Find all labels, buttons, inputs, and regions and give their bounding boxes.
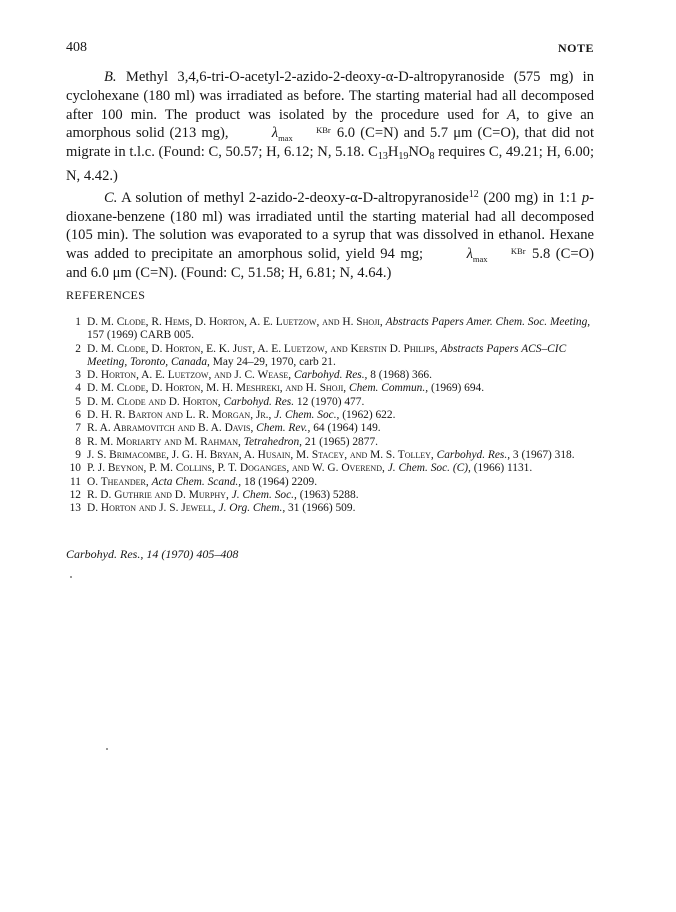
- reference-item: [66, 409, 594, 422]
- reference-authors: D. Horton, A. E. Luetzow, and J. C. Wease,: [87, 369, 292, 382]
- formula-h-count: 19: [398, 151, 409, 163]
- reference-source: Carbohyd. Res.: [223, 395, 295, 408]
- lambda-sup: KBr: [510, 245, 526, 256]
- reference-detail: 3 (1967) 318.: [512, 448, 575, 461]
- paragraph-c-label: C.: [104, 189, 118, 206]
- reference-item: [66, 396, 594, 409]
- formula-c-count: 13: [377, 151, 388, 163]
- reference-detail: 31 (1966) 509.: [288, 502, 356, 515]
- paragraph-b-text-2: , to give an amorphous solid (213 mg),: [66, 106, 594, 142]
- reference-item: [66, 489, 594, 502]
- reference-authors: D. M. Clode, D. Horton, E. K. Just, A. E. Luetzow, and Kerstin D. Philips,: [87, 342, 438, 355]
- lambda-sup: KBr: [316, 125, 331, 136]
- reference-detail: 64 (1964) 149.: [313, 422, 381, 435]
- reference-detail: 21 (1965) 2877.: [304, 435, 378, 448]
- reference-authors: D. M. Clode and D. Horton,: [87, 395, 221, 408]
- lambda-max-symbol: λ KBr max: [271, 125, 331, 144]
- reference-detail: (1969) 694.: [430, 382, 485, 395]
- body-text: [66, 68, 594, 283]
- reference-source: Abstracts Papers Amer. Chem. Soc. Meeting,: [385, 316, 591, 328]
- scan-speck: [70, 576, 72, 578]
- reference-source: Chem. Rev.,: [256, 422, 311, 435]
- reference-detail: 12 (1970) 477.: [296, 395, 365, 408]
- solvent-prefix: p: [581, 189, 590, 206]
- paragraph-b-text-1: Methyl 3,4,6-tri-O-acetyl-2-azido-2-deoxy-α-D-altropyranoside (575 mg) in cyclohexane (180 ml) was irradiated as before. The starting material had all decomposed after 100 min. The product was isolated by the procedure used for: [66, 69, 594, 123]
- reference-authors: P. J. Beynon, P. M. Collins, P. T. Doganges, and W. G. Overend,: [87, 462, 385, 475]
- reference-number: 1: [75, 316, 81, 328]
- reference-item: [66, 343, 594, 370]
- paragraph-c-text-1: A solution of methyl 2-azido-2-deoxy-α-D-altropyranoside: [121, 189, 469, 206]
- reference-authors: R. A. Abramovitch and B. A. Davis,: [87, 422, 254, 435]
- paragraph-b-text-3: 6.0 (C=N) and 5.7 μm (C=O), that did not migrate in t.l.c. (Found: C, 50.57; H, 6.12; N, 5.18. C: [66, 125, 595, 161]
- reference-source: Carbohyd. Res.,: [294, 369, 368, 382]
- reference-number: 11: [70, 475, 81, 488]
- reference-number: 6: [75, 409, 81, 422]
- reference-source: Carbohyd. Res.,: [436, 448, 511, 461]
- paragraph-c-text-4: 5.8 (C=O) and 6.0 μm (C=N). (Found: C, 51.58; H, 6.81; N, 4.64.): [66, 246, 594, 281]
- reference-authors: D. M. Clode, D. Horton, M. H. Meshreki, and H. Shoji,: [87, 382, 347, 395]
- reference-detail: 8 (1968) 366.: [370, 369, 432, 382]
- reference-authors: D. Horton and J. S. Jewell,: [87, 502, 216, 515]
- reference-detail: 18 (1964) 2209.: [244, 475, 318, 488]
- reference-detail: (1966) 1131.: [473, 462, 533, 475]
- reference-number: 13: [69, 502, 81, 515]
- lambda-sub: max: [278, 133, 293, 144]
- journal-citation: Carbohyd. Res., 14 (1970) 405–408: [66, 547, 239, 561]
- reference-authors: O. Theander,: [87, 475, 149, 488]
- reference-number: 3: [75, 369, 81, 382]
- reference-detail: May 24–29, 1970, carb 21.: [212, 355, 336, 368]
- reference-superscript: 12: [468, 188, 479, 200]
- formula-h: H: [387, 144, 399, 161]
- compound-ref: A: [507, 106, 516, 123]
- reference-item: [66, 449, 594, 462]
- reference-item: [66, 316, 594, 343]
- reference-number: 8: [75, 435, 81, 448]
- reference-source: Chem. Commun.,: [348, 382, 429, 395]
- reference-item: [66, 422, 594, 435]
- reference-item: [66, 462, 594, 475]
- paragraph-b-label: B.: [104, 69, 117, 85]
- lambda-max-symbol: λ KBr max: [466, 245, 526, 264]
- reference-item: [66, 382, 594, 395]
- reference-source: J. Chem. Soc.,: [274, 409, 340, 422]
- reference-item: [66, 476, 594, 489]
- reference-item: [66, 502, 594, 515]
- reference-authors: R. D. Guthrie and D. Murphy,: [87, 488, 229, 501]
- reference-authors: D. H. R. Barton and L. R. Morgan, Jr.,: [87, 409, 272, 422]
- paragraph-b: [66, 68, 594, 186]
- reference-source: J. Org. Chem.,: [218, 502, 286, 515]
- lambda-sub: max: [472, 253, 488, 264]
- references-heading: REFERENCES: [66, 288, 146, 302]
- formula-no: NO: [408, 144, 430, 161]
- paragraph-c-text-2: (200 mg) in 1:1: [483, 189, 578, 206]
- reference-detail: (1963) 5288.: [299, 488, 359, 501]
- reference-number: 9: [75, 448, 81, 461]
- reference-item: [66, 436, 594, 449]
- reference-detail: 157 (1969) CARB 005.: [87, 329, 194, 342]
- reference-source: J. Chem. Soc.,: [231, 488, 297, 501]
- reference-number: 2: [75, 342, 81, 355]
- reference-source: Abstracts Papers ACS–CIC Meeting, Toronto, Canada,: [87, 342, 567, 368]
- reference-detail: (1962) 622.: [342, 409, 396, 422]
- reference-source: Acta Chem. Scand.,: [151, 475, 242, 488]
- reference-authors: D. M. Clode, R. Hems, D. Horton, A. E. Luetzow, and H. Shoji,: [87, 316, 383, 328]
- reference-number: 7: [75, 422, 81, 435]
- references-list: [66, 316, 594, 515]
- reference-source: J. Chem. Soc. (C),: [387, 462, 471, 475]
- formula-o-count: 8: [429, 151, 435, 163]
- reference-source: Tetrahedron,: [243, 435, 303, 448]
- paragraph-c-text-3: -dioxane-benzene (180 ml) was irradiated until the starting material had all decomposed (105 min). The solution was evaporated to a syrup that was dissolved in ethanol. Hexane was added to precipitate an amorphous solid, yield 94 mg;: [66, 189, 595, 263]
- scan-speck: [106, 748, 108, 750]
- reference-item: [66, 369, 594, 382]
- page-number: 408: [66, 40, 87, 55]
- paragraph-c: [66, 186, 594, 283]
- reference-number: 4: [75, 382, 81, 395]
- paragraph-b-text-4: requires C, 49.21; H, 6.00; N, 4.42.): [66, 144, 594, 184]
- reference-authors: R. M. Moriarty and M. Rahman,: [87, 435, 241, 448]
- reference-number: 10: [69, 462, 81, 475]
- reference-authors: J. S. Brimacombe, J. G. H. Bryan, A. Husain, M. Stacey, and M. S. Tolley,: [87, 448, 434, 461]
- reference-number: 12: [69, 488, 81, 501]
- running-head: NOTE: [557, 41, 594, 55]
- reference-number: 5: [75, 395, 81, 408]
